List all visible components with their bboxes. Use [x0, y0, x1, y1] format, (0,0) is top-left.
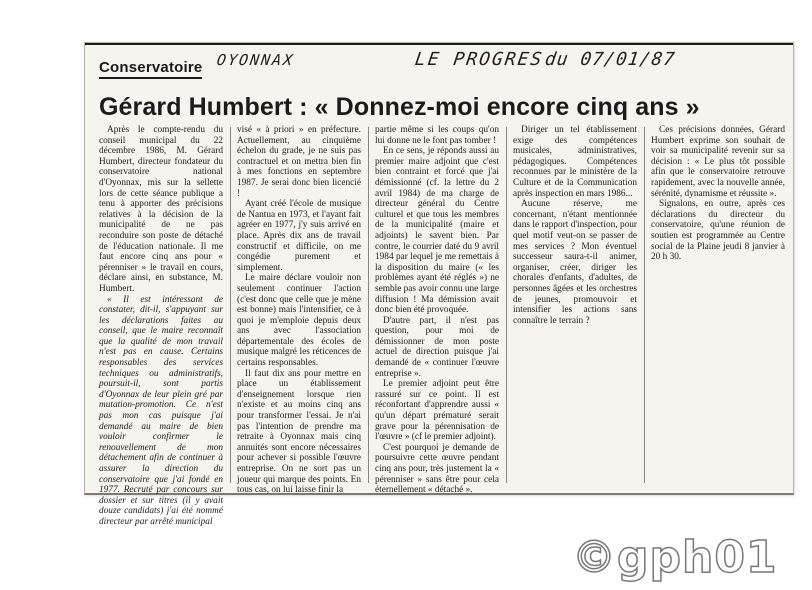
paragraph: Ayant créé l'école de musique de Nantua en 1973, et l'ayant fait agréer en 1977, j'y suis arrivé en place. Après dix ans de travail constructif et difficile, on me congédie purement et simplement.: [237, 199, 361, 273]
column-rule: [368, 127, 369, 483]
paragraph: « Il est intéressant de constater, dit-il, s'appuyant sur les déclarations faites au conseil, que le maire reconnaît que la qualité de mon travail n'est pas en cause. Certains responsables des services techniques ou administratifs, poursuit-il, sont partis d'Oyonnax de leur plein gré par mutation-promotion. Ce n'est pas mon cas puisque j'ai demandé au maire de bien vouloir confirmer le renouvellement de mon détachement afin de continuer à assurer la direction du conservatoire que j'ai fondé en 1977. Recruté par concours sur dossier et sur titres (il y avait douze candidats) j'ai été nommé directeur par arrêté municipal: [99, 294, 223, 527]
handwritten-date: du 07/01/87: [543, 49, 677, 70]
paragraph: Signalons, en outre, après ces déclarations du directeur du conservatoire, qu'une réunion de soutien est programmée au Centre social de la Plaine jeudi 8 janvier à 20 h 30.: [651, 199, 785, 263]
watermark: ©gph01: [572, 532, 778, 583]
handwritten-newspaper: LE PROGRES: [413, 49, 545, 70]
headline: Gérard Humbert : « Donnez-moi encore cinq ans »: [99, 93, 700, 121]
paragraph: Après le compte-rendu du conseil municipal du 22 décembre 1986, M. Gérard Humbert, directeur fondateur du conservatoire national d'Oyonnax, mis sur la sellette lors de cette séance publique a tenu à apporter des précisions relatives à la décision de la municipalité de ne pas reconduire son poste de détaché de l'éducation nationale. Il me faut encore cinq ans pour « pérenniser » le travail en cours, déclare ainsi, en substance, M. Humbert.: [99, 125, 223, 294]
handwritten-city: OYONNAX: [215, 51, 296, 69]
paragraph: Il faut dix ans pour mettre en place un établissement d'enseignement lorsque rien n'existe et au moins cinq ans pour transformer l'essai. Je n'ai pas l'intention de prendre ma retraite à Oyonnax mais cinq annuités sont encore nécessaires pour achever si possible l'œuvre entreprise. On ne sort pas un joueur qui marque des points. En tous cas, on lui laisse finir la: [237, 368, 361, 496]
column-rule: [506, 127, 507, 483]
paragraph: Diriger un tel établissement exige des compétences musicales, administratives, pédagogiques. Compétences reconnues par le ministère de la Culture et de la Communication après inspection en mars 1986...: [513, 125, 637, 199]
paragraph: Le maire déclare vouloir non seulement continuer l'action (c'est donc que celle que je mène est bonne) mais l'intensifier, ce à quoi je m'emploie depuis deux ans avec l'association départementale des écoles de musique malgré les réticences de certains responsables.: [237, 273, 361, 369]
newspaper-clipping: [84, 42, 794, 527]
column-5: [651, 125, 785, 485]
paragraph: D'autre part, il n'est pas question, pour moi de démissionner de mon poste actuel de direction puisque j'ai demandé de « continuer l'œuvre entreprise ».: [375, 315, 499, 379]
paragraph: partie même si les coups qu'on lui donne ne le font pas tomber !: [375, 125, 499, 146]
paragraph: C'est pourquoi je demande de poursuivre cette œuvre pendant cinq ans pour, très justement la « pérenniser » sans être pour cela éternellement « détaché ».: [375, 442, 499, 496]
top-rule: [85, 43, 793, 45]
paragraph: Ces précisions données, Gérard Humbert exprime son souhait de voir sa municipalité revenir sur sa décision : « Le plus tôt possible afin que le conservatoire retrouve rapidement, avec la nouvelle année, sérénité, dynamisme et réussite ».: [651, 125, 785, 199]
section-label: Conservatoire: [99, 59, 202, 79]
paragraph: Le premier adjoint peut être rassuré sur ce point. Il est réconfortant d'apprendre aussi « qu'un départ prématuré serait grave pour la pérennisation de l'œuvre » (cf le premier adjoint).: [375, 379, 499, 443]
column-1: [99, 125, 223, 527]
paragraph: visé « à priori » en préfecture. Actuellement, au cinquième échelon du grade, je ne suis pas contractuel et on mettra bien fin à mes fonctions en septembre 1987. Je serai donc bien licencié !: [237, 125, 361, 199]
column-3: [375, 125, 500, 496]
paragraph: Aucune réserve, me concernant, n'étant mentionnée dans le rapport d'inspection, pour quel motif veut-on se passer de mes services ? Mon éventuel successeur saura-t-il animer, organiser, créer, diriger les chorales d'enfants, d'adultes, de personnes âgées et les orchestres de jeunes, promouvoir et intensifier les actions sans connaître le terrain ?: [513, 199, 637, 326]
paragraph: En ce sens, je réponds aussi au premier maire adjoint que c'est bien contraint et forcé que j'ai démissionné (cf. la lettre du 2 avril 1984) de ma charge de directeur général du Centre culturel et que tous les membres de la municipalité (maire et adjoints) le savent bien. Par contre, le courrier daté du 9 avril 1984 par lequel je me remettais à la disposition du maire (« les problèmes ayant été réglés ») ne semble pas avoir connu une large diffusion ! Ma démission avait donc bien été provoquée.: [375, 146, 500, 316]
column-2: [237, 125, 361, 496]
article-body: [99, 125, 789, 527]
column-rule: [644, 127, 645, 483]
column-4: [513, 125, 637, 485]
column-rule: [230, 127, 231, 483]
